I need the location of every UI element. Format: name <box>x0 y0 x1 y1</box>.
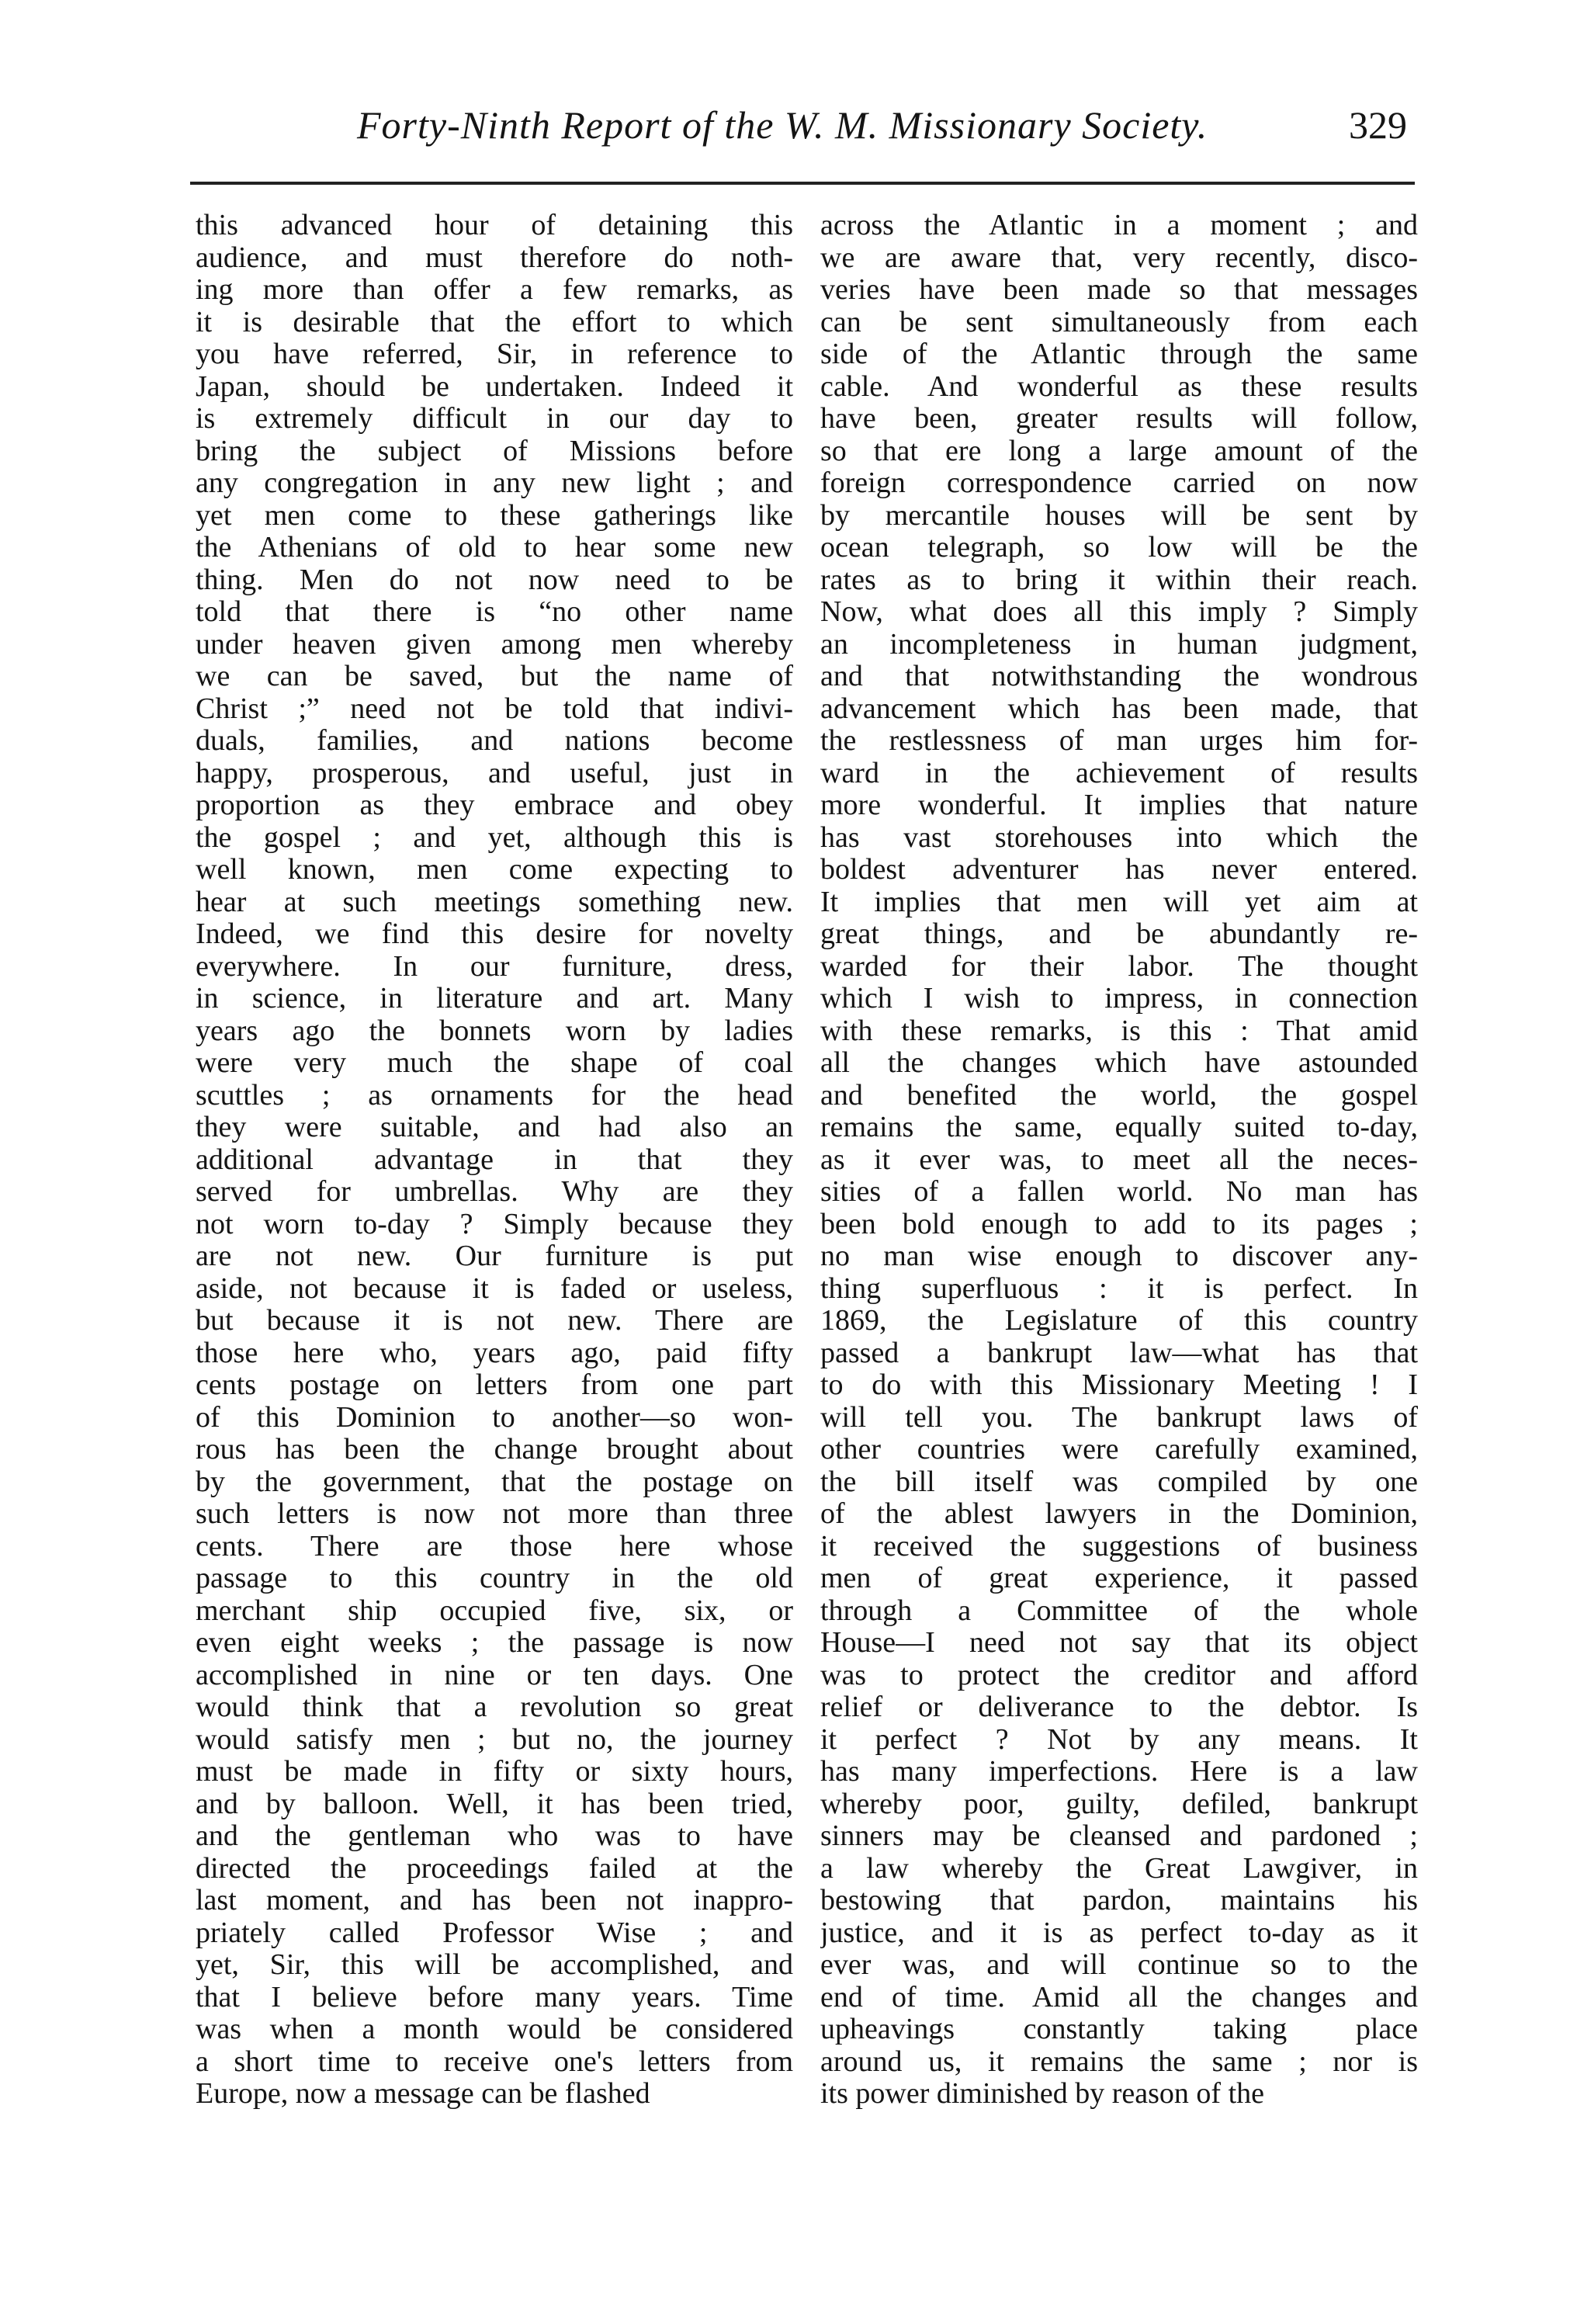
text-line: are not new. Our furniture is put <box>196 1240 793 1272</box>
text-line: with these remarks, is this : That amid <box>820 1015 1418 1047</box>
text-line: to do with this Missionary Meeting ! I <box>820 1369 1418 1401</box>
text-line: of the ablest lawyers in the Dominion, <box>820 1498 1418 1530</box>
text-line: merchant ship occupied five, six, or <box>196 1594 793 1627</box>
text-line: priately called Professor Wise ; and <box>196 1916 793 1949</box>
text-line: an incompleteness in human judgment, <box>820 628 1418 661</box>
text-line: we are aware that, very recently, disco- <box>820 241 1418 274</box>
text-line: ocean telegraph, so low will be the <box>820 532 1418 564</box>
text-line: as it ever was, to meet all the neces- <box>820 1143 1418 1176</box>
text-line: Indeed, we find this desire for novelty <box>196 918 793 950</box>
text-line: in science, in literature and art. Many <box>196 983 793 1015</box>
text-line: scuttles ; as ornaments for the head <box>196 1079 793 1112</box>
text-line: Europe, now a message can be flashed <box>196 2078 650 2110</box>
text-line: which I wish to impress, in connection <box>820 983 1418 1015</box>
text-line: even eight weeks ; the passage is now <box>196 1627 793 1659</box>
text-line: has many imperfections. Here is a law <box>820 1756 1418 1788</box>
text-line: by mercantile houses will be sent by <box>820 499 1418 532</box>
text-line: everywhere. In our furniture, dress, <box>196 950 793 983</box>
text-line: and the gentleman who was to have <box>196 1820 793 1852</box>
text-line: this advanced hour of detaining this <box>196 210 793 241</box>
running-title: Forty-Ninth Report of the W. M. Missionary Society. <box>357 103 1208 147</box>
text-line: rous has been the change brought about <box>196 1434 793 1466</box>
text-line: will tell you. The bankrupt laws of <box>820 1401 1418 1434</box>
text-line: 1869, the Legislature of this country <box>820 1305 1418 1337</box>
text-line: accomplished in nine or ten days. One <box>196 1659 793 1691</box>
text-line: advancement which has been made, that <box>820 692 1418 725</box>
text-line: years ago the bonnets worn by ladies <box>196 1015 793 1047</box>
text-line: it perfect ? Not by any means. It <box>820 1723 1418 1756</box>
text-line: a short time to receive one's letters from <box>196 2045 793 2078</box>
text-line: Christ ;” need not be told that indivi- <box>196 692 793 725</box>
text-line: been bold enough to add to its pages ; <box>820 1208 1418 1240</box>
text-line: last moment, and has been not inappro- <box>196 1885 793 1916</box>
text-line: a law whereby the Great Lawgiver, in <box>820 1852 1418 1885</box>
text-line: can be sent simultaneously from each <box>820 306 1418 338</box>
text-line: House—I need not say that its object <box>820 1627 1418 1659</box>
text-line: great things, and be abundantly re- <box>820 918 1418 950</box>
text-line: rates as to bring it within their reach. <box>820 564 1418 596</box>
text-line: and benefited the world, the gospel <box>820 1079 1418 1112</box>
text-line: upheavings constantly taking place <box>820 2014 1418 2045</box>
text-line: cable. And wonderful as these results <box>820 370 1418 403</box>
text-line: was to protect the creditor and afford <box>820 1659 1418 1691</box>
text-line: bring the subject of Missions before <box>196 435 793 467</box>
text-line: they were suitable, and had also an <box>196 1112 793 1143</box>
text-line: around us, it remains the same ; nor is <box>820 2045 1418 2078</box>
text-line: you have referred, Sir, in reference to <box>196 338 793 370</box>
text-line: no man wise enough to discover any- <box>820 1240 1418 1272</box>
page-number: 329 <box>1349 103 1407 147</box>
text-line: well known, men come expecting to <box>196 854 793 886</box>
text-line: the Athenians of old to hear some new <box>196 532 793 564</box>
text-line: passed a bankrupt law—what has that <box>820 1337 1418 1369</box>
text-line: yet, Sir, this will be accomplished, and <box>196 1949 793 1981</box>
text-line: by the government, that the postage on <box>196 1466 793 1498</box>
text-line: is extremely difficult in our day to <box>196 403 793 435</box>
text-line: ever was, and will continue so to the <box>820 1949 1418 1981</box>
text-line: end of time. Amid all the changes and <box>820 1981 1418 2014</box>
text-line: under heaven given among men whereby <box>196 628 793 661</box>
text-line: happy, prosperous, and useful, just in <box>196 757 793 789</box>
text-line: audience, and must therefore do noth- <box>196 241 793 274</box>
text-line: boldest adventurer has never entered. <box>820 854 1418 886</box>
text-line: any congregation in any new light ; and <box>196 467 793 499</box>
text-line: of this Dominion to another—so won- <box>196 1401 793 1434</box>
text-line: proportion as they embrace and obey <box>196 789 793 821</box>
text-line: It implies that men will yet aim at <box>820 886 1418 918</box>
text-line: men of great experience, it passed <box>820 1563 1418 1594</box>
text-line: side of the Atlantic through the same <box>820 338 1418 370</box>
text-line: other countries were carefully examined, <box>820 1434 1418 1466</box>
text-line: duals, families, and nations become <box>196 725 793 757</box>
text-line: thing superfluous : it is perfect. In <box>820 1272 1418 1305</box>
text-line: it is desirable that the effort to which <box>196 306 793 338</box>
text-line: served for umbrellas. Why are they <box>196 1176 793 1208</box>
text-line: ward in the achievement of results <box>820 757 1418 789</box>
text-line: ing more than offer a few remarks, as <box>196 274 793 306</box>
text-line: and by balloon. Well, it has been tried, <box>196 1788 793 1820</box>
text-line: foreign correspondence carried on now <box>820 467 1418 499</box>
text-line: whereby poor, guilty, defiled, bankrupt <box>820 1788 1418 1820</box>
page-header <box>194 102 1407 172</box>
text-line: thing. Men do not now need to be <box>196 564 793 596</box>
text-line: Now, what does all this imply ? Simply <box>820 596 1418 628</box>
text-line: cents. There are those here whose <box>196 1530 793 1563</box>
text-line: passage to this country in the old <box>196 1563 793 1594</box>
text-line: yet men come to these gatherings like <box>196 499 793 532</box>
text-line: the restlessness of man urges him for- <box>820 725 1418 757</box>
text-line: Japan, should be undertaken. Indeed it <box>196 370 793 403</box>
text-line: was when a month would be considered <box>196 2014 793 2045</box>
text-line: we can be saved, but the name of <box>196 661 793 692</box>
text-line: sinners may be cleansed and pardoned ; <box>820 1820 1418 1852</box>
text-line: that I believe before many years. Time <box>196 1981 793 2014</box>
text-line: have been, greater results will follow, <box>820 403 1418 435</box>
text-line: such letters is now not more than three <box>196 1498 793 1530</box>
text-line: the bill itself was compiled by one <box>820 1466 1418 1498</box>
text-line: veries have been made so that messages <box>820 274 1418 306</box>
text-line: hear at such meetings something new. <box>196 886 793 918</box>
right-column <box>820 210 1418 2111</box>
text-line: warded for their labor. The thought <box>820 950 1418 983</box>
text-line: but because it is not new. There are <box>196 1305 793 1337</box>
text-line: those here who, years ago, paid fifty <box>196 1337 793 1369</box>
text-line: through a Committee of the whole <box>820 1594 1418 1627</box>
text-line: not worn to-day ? Simply because they <box>196 1208 793 1240</box>
text-line: relief or deliverance to the debtor. Is <box>820 1691 1418 1723</box>
header-rule <box>190 182 1415 185</box>
text-line: would satisfy men ; but no, the journey <box>196 1723 793 1756</box>
text-line: across the Atlantic in a moment ; and <box>820 210 1418 241</box>
text-line: the gospel ; and yet, although this is <box>196 821 793 854</box>
text-line: justice, and it is as perfect to-day as it <box>820 1916 1418 1949</box>
text-line: bestowing that pardon, maintains his <box>820 1885 1418 1916</box>
text-line: aside, not because it is faded or useless, <box>196 1272 793 1305</box>
text-line: directed the proceedings failed at the <box>196 1852 793 1885</box>
text-line: it received the suggestions of business <box>820 1530 1418 1563</box>
text-line: so that ere long a large amount of the <box>820 435 1418 467</box>
text-line: more wonderful. It implies that nature <box>820 789 1418 821</box>
text-line: its power diminished by reason of the <box>820 2078 1265 2110</box>
text-line: has vast storehouses into which the <box>820 821 1418 854</box>
text-line: additional advantage in that they <box>196 1143 793 1176</box>
text-line: sities of a fallen world. No man has <box>820 1176 1418 1208</box>
text-line: and that notwithstanding the wondrous <box>820 661 1418 692</box>
text-line: would think that a revolution so great <box>196 1691 793 1723</box>
left-column <box>196 210 793 2111</box>
text-line: remains the same, equally suited to-day, <box>820 1112 1418 1143</box>
text-line: cents postage on letters from one part <box>196 1369 793 1401</box>
text-line: all the changes which have astounded <box>820 1047 1418 1079</box>
text-line: told that there is “no other name <box>196 596 793 628</box>
text-line: were very much the shape of coal <box>196 1047 793 1079</box>
text-line: must be made in fifty or sixty hours, <box>196 1756 793 1788</box>
